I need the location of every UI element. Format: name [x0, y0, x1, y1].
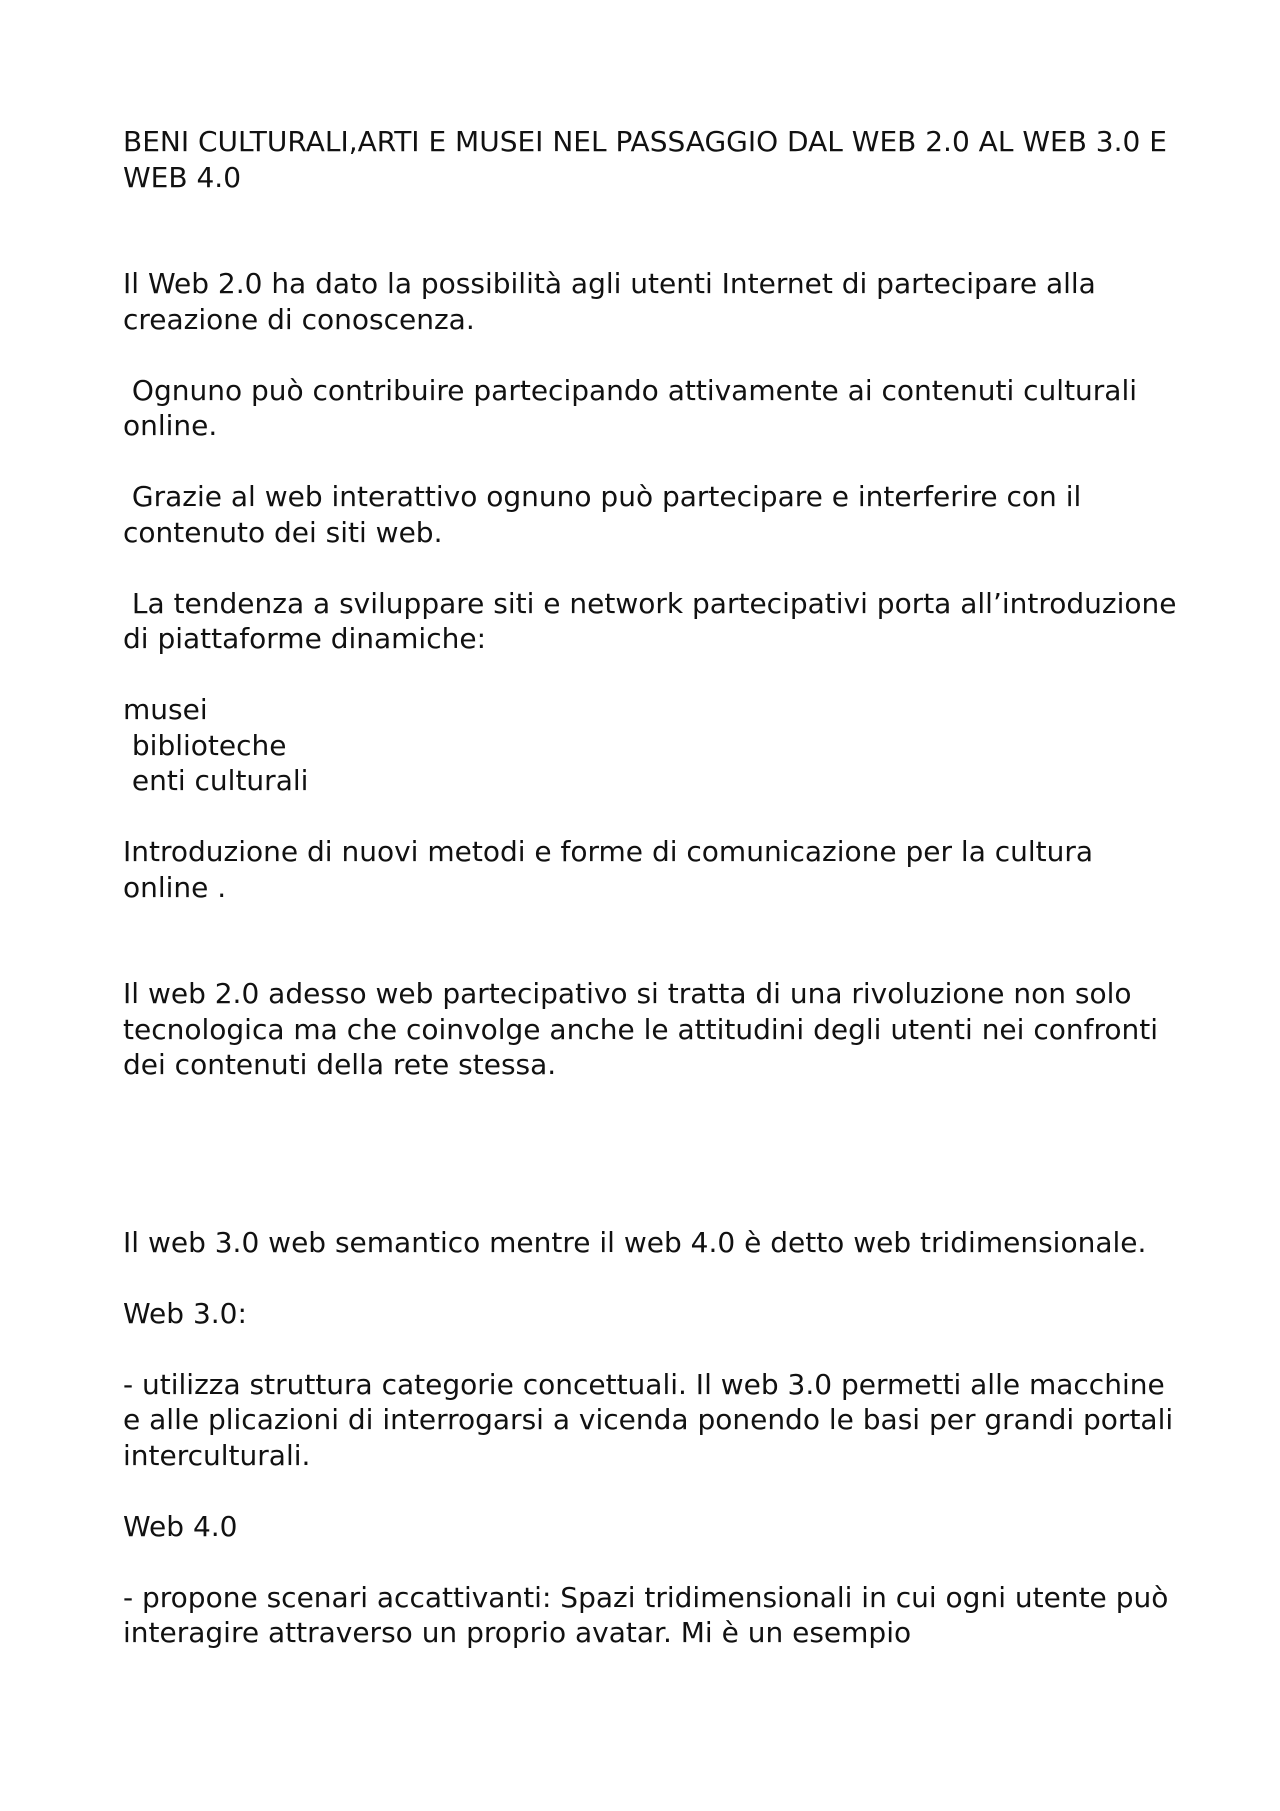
heading-web4: Web 4.0: [123, 1509, 238, 1543]
list-item: biblioteche: [123, 728, 287, 762]
spacer: [123, 1473, 1183, 1509]
list-item: enti culturali: [123, 764, 309, 797]
spacer: [123, 657, 1183, 693]
paragraph-web3-description: - utilizza struttura categorie concettuali. Il web 3.0 permetti alle macchine e alle plicazioni di interrogarsi a vicenda ponendo le basi per grandi portali interculturali.: [123, 1367, 1174, 1472]
paragraph-participative-web: Il web 2.0 adesso web partecipativo si tratta di una rivoluzione non solo tecnologica ma che coinvolge anche le attitudini degli utenti nei confronti dei contenuti della rete stessa.: [123, 977, 1159, 1081]
spacer: [123, 1260, 1183, 1296]
paragraph-interactive-web: Grazie al web interattivo ognuno può partecipare e interferire con il contenuto dei siti web.: [123, 480, 1091, 549]
spacer: [123, 444, 1183, 480]
spacer: [123, 905, 1183, 976]
spacer: [123, 799, 1183, 835]
paragraph-contribution: Ognuno può contribuire partecipando attivamente ai contenuti culturali online.: [123, 373, 1146, 442]
spacer: [123, 1331, 1183, 1367]
document-title: BENI CULTURALI,ARTI E MUSEI NEL PASSAGGIO DAL WEB 2.0 AL WEB 3.0 E WEB 4.0: [123, 125, 1167, 194]
spacer: [123, 195, 1183, 266]
document-body: [123, 124, 1186, 1651]
platform-list: [123, 692, 1183, 799]
heading-web3: Web 3.0:: [123, 1296, 247, 1330]
spacer: [123, 337, 1183, 373]
spacer: [123, 550, 1183, 586]
paragraph-semantic-web: Il web 3.0 web semantico mentre il web 4.0 è detto web tridimensionale.: [123, 1225, 1147, 1259]
spacer: [123, 1083, 1183, 1225]
paragraph-platforms: La tendenza a sviluppare siti e network partecipativi porta all’introduzione di piattaforme dinamiche:: [123, 586, 1186, 655]
paragraph-web4-description: - propone scenari accattivanti: Spazi tridimensionali in cui ogni utente può interagire attraverso un proprio avatar. Mi è un esempio: [123, 1580, 1169, 1649]
list-item: musei: [123, 693, 208, 726]
spacer: [123, 1544, 1183, 1580]
paragraph-web2-intro: Il Web 2.0 ha dato la possibilità agli utenti Internet di partecipare alla creazione di conoscenza.: [123, 267, 1096, 336]
paragraph-new-methods: Introduzione di nuovi metodi e forme di comunicazione per la cultura online .: [123, 835, 1094, 904]
